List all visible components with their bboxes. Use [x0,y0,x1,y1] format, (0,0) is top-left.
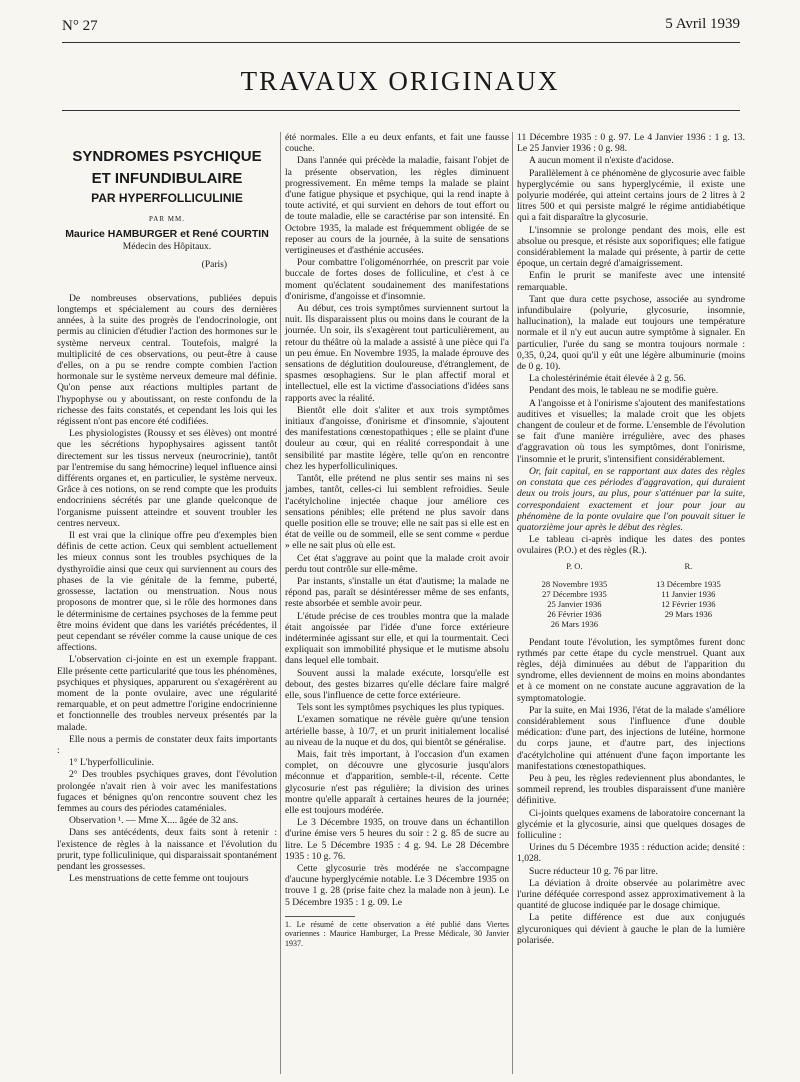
paragraph: Mais, fait très important, à l'occasion d'un examen complet, on découvre une glycosurie jusqu'alors méconnue et d'apparition, semble-t-il, récente. Cette glycosurie n'est pas régulière; la division des urines montre qu'elle apparaît à certaines heures de la journée; elle est toujours modérée. [285,748,509,816]
paragraph: Tantôt, elle prétend ne plus sentir ses mains ni ses jambes, tantôt, celles-ci lui semblent refroidies. Seule l'acétylcholine injectée chaque jour améliore ces sensations pénibles; elle prétend ne plus savoir dans quelle position elle se trouve; elle ne sait pas si elle est en état de veille ou de sommeil, elle se sent comme « perdue » elle ne sait plus où elle est. [285,473,509,552]
paragraph: Pendant toute l'évolution, les symptômes furent donc rythmés par cette étape du cycle menstruel. Quant aux règles, déjà diminuées au début de l'apparition du syndrome, elles deviennent de moins en moins abondantes et à ce moment on ne constate aucune aggravation de la symptomatologie. [517,636,745,704]
paragraph: Le tableau ci-après indique les dates des pontes ovulaires (P.O.) et des règles (R.). [517,534,745,557]
paragraph: Enfin le prurit se manifeste avec une intensité remarquable. [517,270,745,293]
paragraph: 2° Des troubles psychiques graves, dont l'évolution prolongée n'avait rien à voir avec les manifestations fugaces et bénignes qu'on rencontre souvent chez les femmes au cours des périodes cataméniales. [57,769,277,814]
page-header [62,14,740,40]
article-subtitle: PAR HYPERFOLLICULINIE [91,191,243,205]
paragraph: Il est vrai que la clinique offre peu d'exemples bien définis de cette action. Ceux qui semblent actuellement les mieux connus sont les troubles psychiques de la dysthyroïdie ainsi que ceux qui surviennent au cours des phases de la vie génitale de la femme, puberté, grossesse, lactation ou menstruation. Nous nous proposons de montrer que, si le rôle des hormones dans le déterminisme de certaines psychoses de la femme peut être moins évident que dans les variétés précédentes, il peut cependant se révéler comme la cause unique de ces affections. [57,530,277,654]
paragraph: Ci-joints quelques examens de laboratoire concernant la glycémie et la glycosurie, ainsi que quelques dosages de folliculine : [517,807,745,841]
footnote-rule [285,916,355,917]
paragraph: L'insomnie se prolonge pendant des mois, elle est absolue ou presque, et résiste aux soporifiques; elle fatigue considérablement la malade qui présente, à partir de cette époque, un certain degré d'amaigrissement. [517,224,745,270]
paragraph: Par la suite, en Mai 1936, l'état de la malade s'améliore considérablement sous l'influence d'une double médication: d'une part, des injections de lutéine, hormone du corps jaune, et d'autre part, des injections d'acétylcholine qui atténuent d'une façon importante les manifestations cœnestopathiques. [517,704,745,772]
col1-body [57,293,277,885]
paragraph: Urines du 5 Décembre 1935 : réduction acide; densité : 1,028. [517,842,745,865]
column-divider [280,132,281,1074]
table-row: 26 Mars 1936 [550,618,599,629]
paragraph: Observation ¹. — Mme X.... âgée de 32 ans. [69,815,239,827]
column-divider [512,132,513,1074]
paragraph: A aucun moment il n'existe d'acidose. [529,155,674,167]
paragraph: Cette glycosurie très modérée ne s'accompagne d'aucune hyperglycémie notable. Le 3 Décembre 1935 on trouve 1 g. 28 (prise faite chez la malade non à jeun). Le 5 Décembre 1935 : 1 g. 09. Le [285,863,509,908]
city: (Paris) [201,259,227,270]
table-row: 28 Novembre 1935 13 Décembre 1935 [541,578,721,589]
paragraph: A l'angoisse et à l'onirisme s'ajoutent des manifestations auditives et visuelles; la malade croit que les objets changent de couleur et de forme. L'ensemble de l'évolution se fait d'une manière irrégulière, avec des phases d'aggravation où tous les symptômes, dont l'onirisme, l'insomnie et le prurit, s'intensifient considérablement. [517,397,745,465]
paragraph: De nombreuses observations, publiées depuis longtemps et spécialement au cours des dernières années, à la suite des progrès de l'endocrinologie, ont permis au clinicien d'étudier l'action des hormones sur le système nerveux central. Toutefois, malgré la multiplicité de ces observations, ou peut-être à cause d'elles, on a pu se rendre compte combien l'action hormonale sur le système nerveux demeure mal définie. Qu'on pense aux réactions multiples partant de l'hypophyse ou y aboutissant, on reste confondu de la richesse des faits constatés, et cependant les lois qui les régissent n'ont pas encore été codifiées. [57,292,277,428]
article-title: SYNDROMES PSYCHIQUE ET INFUNDIBULAIRE [72,148,262,187]
paragraph: Dans ses antécédents, deux faits sont à retenir : l'existence de règles à la naissance et l'évolution du prurit, type folliculinique, qui disparaissait spontanément pendant les grossesses. [57,827,277,872]
section-title: TRAVAUX ORIGINAUX [240,66,560,96]
paragraph: L'examen somatique ne révèle guère qu'une tension artérielle basse, à 10/7, et un prurit initialement localisé au niveau de la nuque et du dos, qui bientôt se généralise. [285,714,509,748]
table-row: 26 Février 1936 29 Mars 1936 [547,608,713,619]
paragraph: La déviation à droite observée au polarimètre avec l'urine déféquée correspond assez approximativement à la quantité de glucose indiquée par le dosage chimique. [517,877,745,912]
paragraph: Tels sont les symptômes psychiques les plus typiques. [297,702,505,714]
authors: Maurice HAMBURGER et René COURTIN [65,228,269,241]
issue-number: N° 27 [62,18,98,34]
column-3 [517,132,745,947]
paragraph: La cholestérinémie était élevée à 2 g. 56. [529,373,686,385]
dates-table [517,561,745,629]
paragraph: Les physiologistes (Roussy et ses élèves) ont montré que les sécrétions hypophysaires agissent tantôt directement sur les tissus nerveux (neurocrinie), tantôt par l'entremise du sang hémocrine) lequel influence ainsi différents organes et, en particulier, le système nerveux. Grâce à ces notions, on se rend compte que les produits endocriniens sécrétés par une glande quelconque de l'organisme puissent atteindre et souvent troubler les centres nerveux. [57,428,277,529]
column-2 [285,132,509,948]
paragraph: Tant que dura cette psychose, associée au syndrome infundibulaire (polyurie, glycosurie, insomnie, hallucination), la malade eut toujours une température normale et il n'y eut aucun autre symptôme à signaler. En particulier, l'urée du sang se montra toujours normale : 0,35, 0,24, quoi qu'il y eût une légère albuminurie (moins de 0 g. 10). [517,293,745,373]
paragraph: Au début, ces trois symptômes surviennent surtout la nuit. Ils disparaissent plus ou moins dans le courant de la journée. Un soir, ils s'exagèrent tout particulièrement, au retour du théâtre où la malade a assisté à une pièce qui l'a un peu émue. En Novembre 1935, la malade éprouve des sensations de déglutition douloureuse, d'étranglement, de spasmes œsophagiens. Sur le plan affectif moral et intellectuel, elle est la victime d'associations d'idées sans rapports avec la réalité. [285,303,509,404]
paragraph: Les menstruations de cette femme ont toujours [69,873,249,885]
column-1 [57,132,277,885]
paragraph: Souvent aussi la malade exécute, lorsqu'elle est debout, des gestes bizarres qu'elle déclare faire malgré elle, sous l'influence de cette force extérieure. [285,667,509,701]
paragraph: Par instants, s'installe un état d'autisme; la malade ne répond pas, paraît se désintéresser même de ses enfants, reste absorbée et semble avoir peur. [285,575,509,610]
paragraph: Peu à peu, les règles redeviennent plus abondantes, le sommeil reprend, les troubles disparaissent d'une manière définitive. [517,772,745,807]
paragraph: Parallèlement à ce phénomène de glycosurie avec faible hyperglycémie ou sans hyperglycémie, il existe une polyurie modérée, qui atteint certains jours de 2 litres à 2 litres 500 et qui persiste malgré le régime antidiabétique qui a fait disparaître la glycosurie. [517,167,745,224]
paragraph: L'observation ci-jointe en est un exemple frappant. Elle présente cette particularité que tous les phénomènes, psychiques et physiques, apparurent ou s'exagérèrent au moment de la ponte ovulaire, avec une régularité remarquable, et on peut admettre l'origine endocrinienne et fonctionnelle des troubles nerveux présentés par la malade. [57,654,277,733]
header-rule [62,42,740,43]
paragraph: Sucre réducteur 10 g. 76 par litre. [529,865,658,877]
paragraph: Elle nous a permis de constater deux faits importants : [57,733,277,756]
paragraph: 1° L'hyperfolliculinie. [69,757,154,769]
dates-header: R. [684,560,693,571]
paragraph: Pour combattre l'oligoménorrhée, on prescrit par voie buccale de fortes doses de folliculine, et c'est à ce moment qu'éclatent soudainement des manifestations d'onirisme, d'angoisse et d'insomnie. [285,257,509,302]
paragraph: été normales. Elle a eu deux enfants, et fait une fausse couche. [285,132,509,155]
paragraph: Bientôt elle doit s'aliter et aux trois symptômes initiaux d'angoisse, d'onirisme et d'insomnie, s'ajoutent des manifestations cœnestopathiques ; elle se plaint d'une douleur au cœur, qui en réalité correspondait à une sensibilité par mastite légère, telle qu'on en rencontre chez les hyperfolliculiniques. [285,404,509,472]
paragraph: Or, fait capital, en se rapportant aux dates des règles on constata que ces périodes d'aggravation, qui duraient deux ou trois jours, au plus, pour s'atténuer par la suite, correspondaient exactement et jour pour jour au phénomène de la ponte ovulaire que l'on pouvait situer le quatorzième jour après le début des règles. [517,465,745,533]
paragraph: La petite différence est due aux conjugués glycuroniques qui dévient à gauche le plan de la lumière polarisée. [517,912,745,946]
paragraph: Dans l'année qui précède la maladie, faisant l'objet de la présente observation, les règles diminuent progressivement. En même temps la malade se plaint d'une fatigue physique et psychique, qui la rend inapte à toute activité, et qui survient en dehors de tout effort ou de toute maladie, elle se caractérise par son intensité. En Octobre 1935, la malade est fréquemment obligée de se reposer au cours de la journée, à la suite de sensations vertigineuses et d'asthénie accusées. [285,155,509,257]
footnote: 1. Le résumé de cette observation a été publié dans Viertes ovariennes : Maurice Hamburger, La Presse Médicale, 30 Janvier 1937. [285,919,509,948]
table-row: 27 Décembre 1935 11 Janvier 1936 [542,588,716,599]
affiliation: Médecin des Hôpitaux. [122,242,212,253]
issue-date: 5 Avril 1939 [665,16,740,32]
dates-header: P. O. [566,560,583,571]
table-row: 25 Janvier 1936 12 Février 1936 [547,598,716,609]
paragraph: L'étude précise de ces troubles montra que la malade était angoissée par l'idée d'une force extérieure indéterminée agissant sur elle, et qui la tourmentait. Ceci expliquait son immobilité physique et le mutisme absolu dans lequel elle tombait. [285,610,509,667]
paragraph: Cet état s'aggrave au point que la malade croit avoir perdu tout contrôle sur elle-même. [285,552,509,575]
title-rule [62,110,740,111]
paragraph: Le 3 Décembre 1935, on trouve dans un échantillon d'urine émise vers 5 heures du soir : 2 g. 85 de sucre au litre. Le 5 Décembre 1935 : 4 g. 94. Le 28 Décembre 1935 : 10 g. 76. [285,817,509,862]
paragraph: 11 Décembre 1935 : 0 g. 97. Le 4 Janvier 1936 : 1 g. 13. Le 25 Janvier 1936 : 0 g. 98. [517,132,745,155]
paragraph: Pendant des mois, le tableau ne se modifie guère. [529,385,719,397]
by-line: PAR MM. [149,215,185,223]
